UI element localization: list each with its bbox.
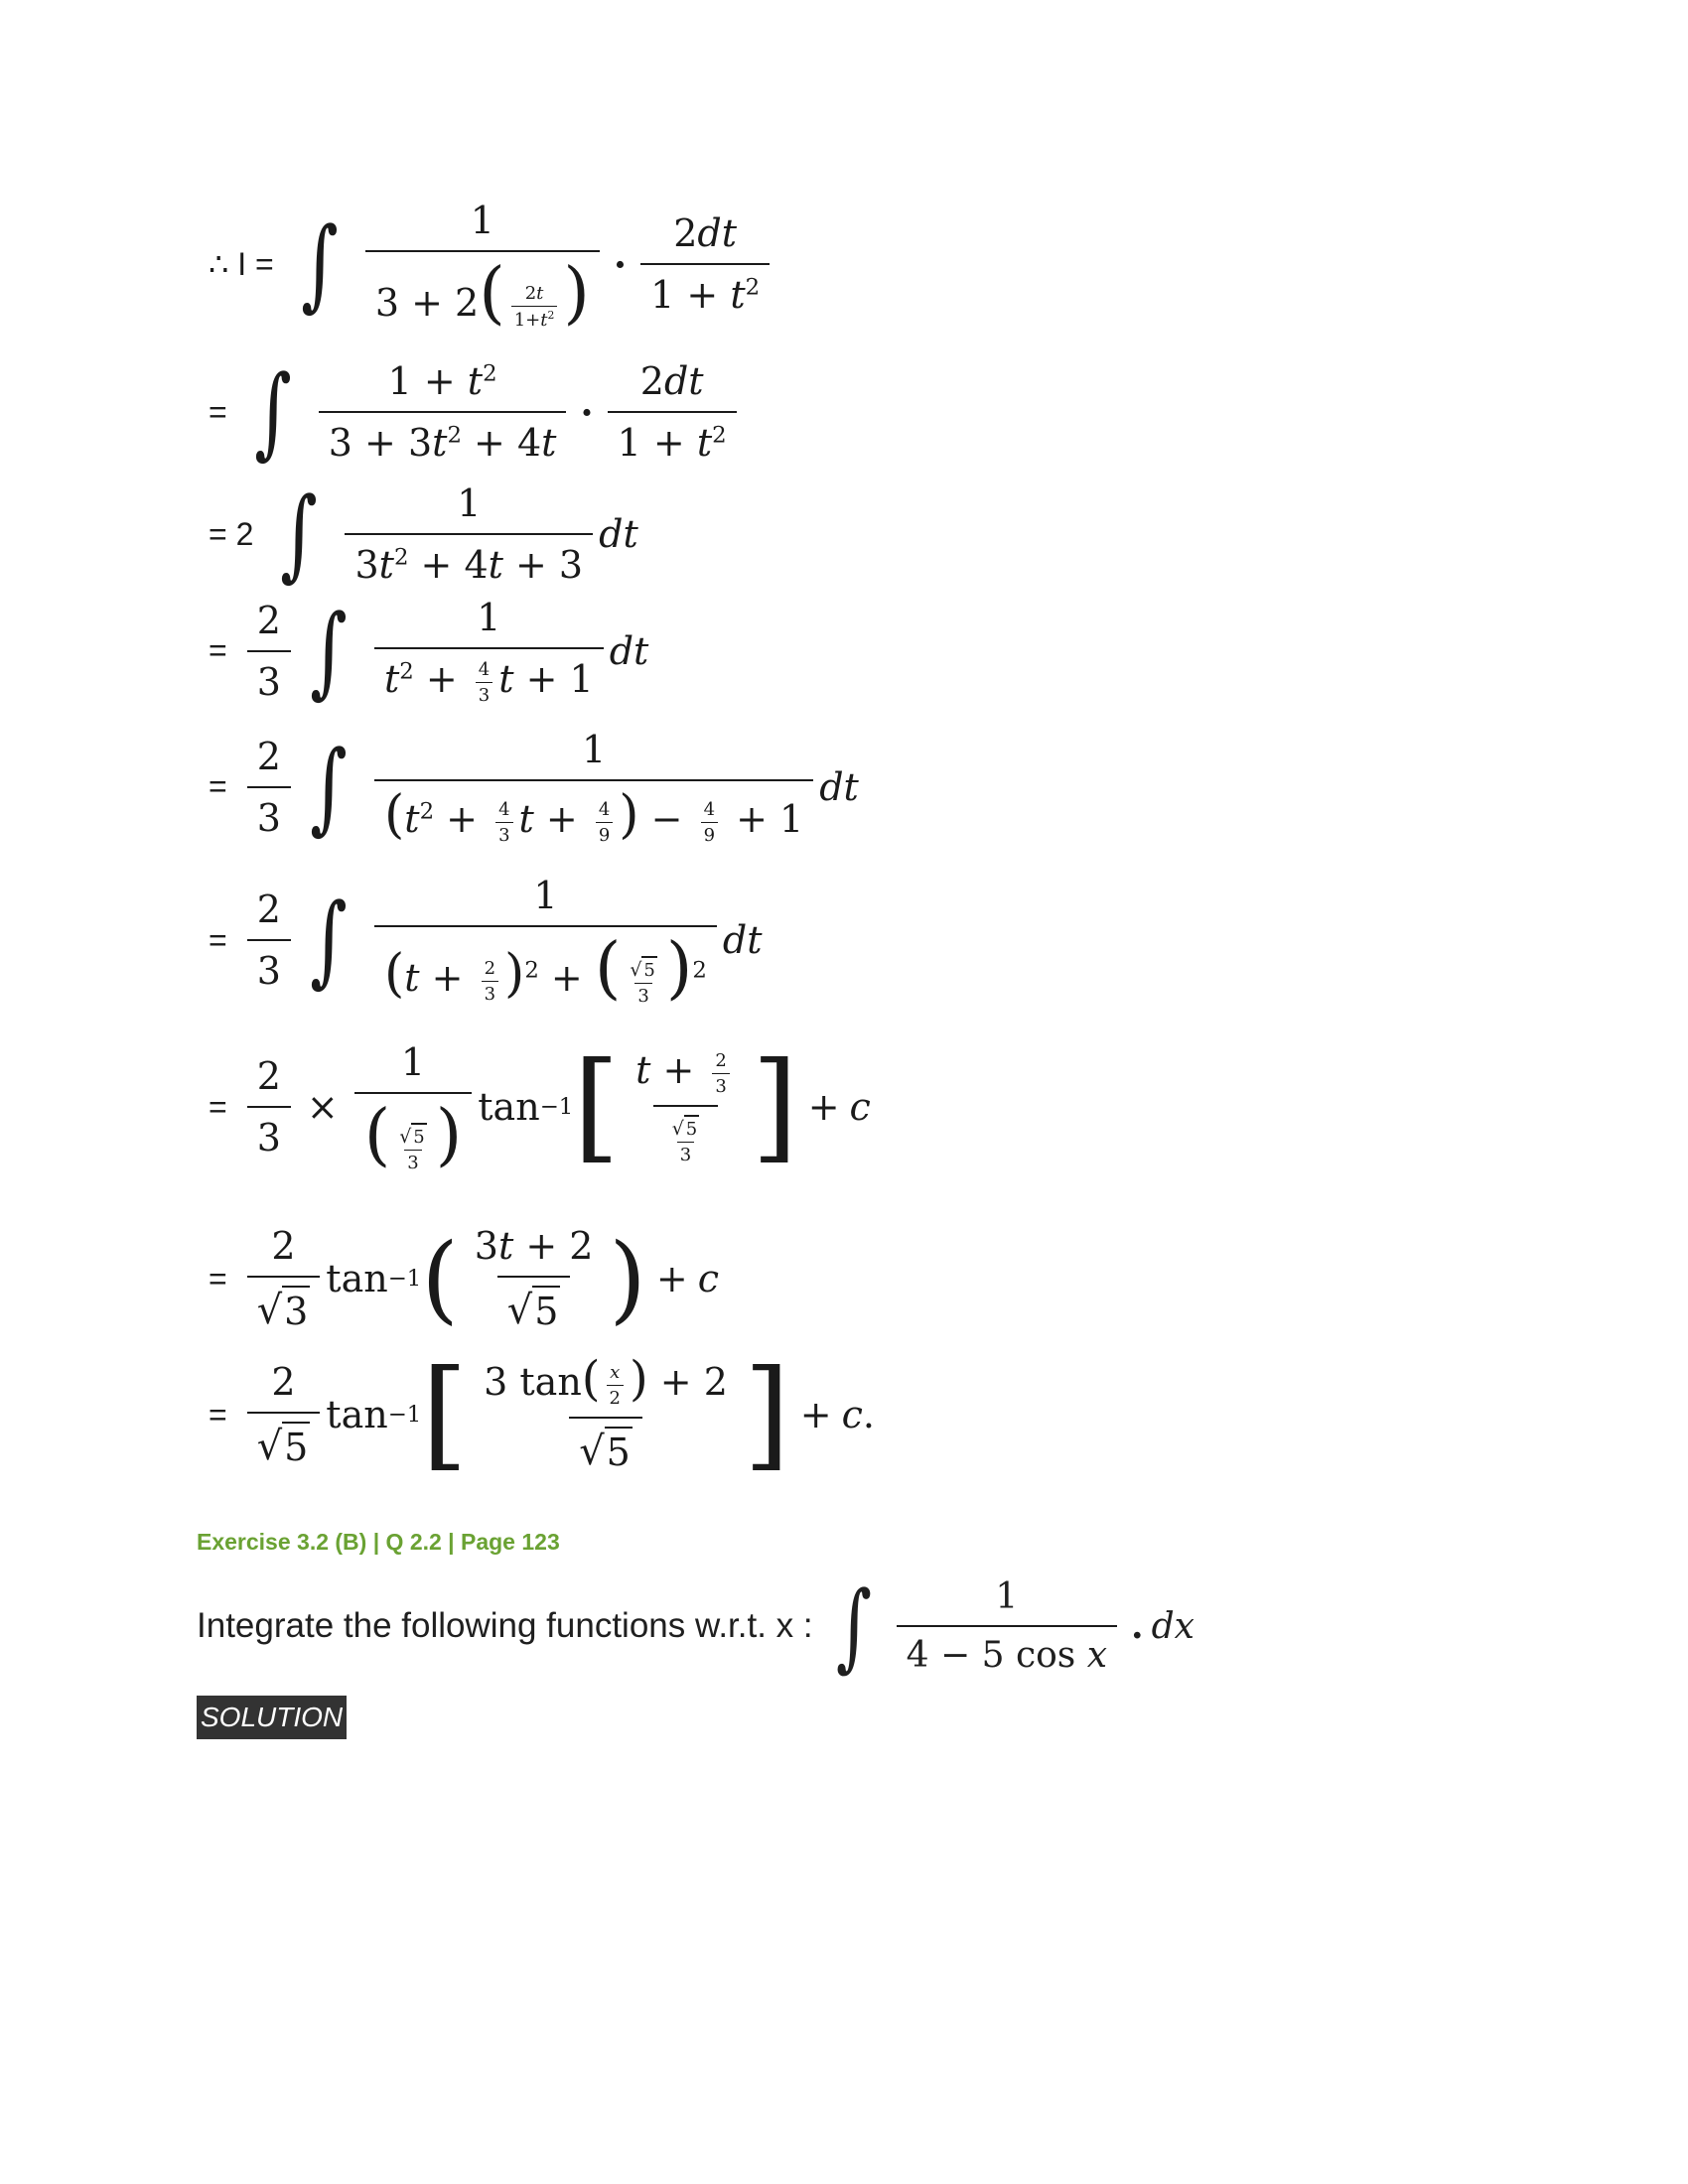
integral-sign: ∫ xyxy=(301,205,339,323)
fraction: 3 tan( $\frac{x}{2}$ ) + 2 √ 5 xyxy=(484,1351,728,1474)
step-lhs: = xyxy=(209,1260,227,1297)
step-lhs: ∴ I = xyxy=(209,246,274,283)
fraction: $\frac{1}{\text{4 − 5 cos x}}$ xyxy=(897,1576,1117,1676)
fraction: 1 ($t^2$ + $\frac{4}{3}$ t + $\frac{4}{9}$ ) − $\frac{4}{9}$ + 1 xyxy=(374,728,813,846)
fraction: $\frac{2}{3}$ xyxy=(247,1054,291,1160)
math-step-6: = $\frac{2}{3}$ ∫ 1 (t + $\frac{2}{3}$ )$^2$ + ( √ 5 3 )$^2$ dt xyxy=(209,874,763,1008)
question-text: Integrate the following functions w.r.t. x : xyxy=(197,1606,813,1645)
math-step-8: = 2 √ 3 tan −1 ( 3t + 2 √ 5 ) + c xyxy=(209,1223,720,1334)
fraction: 1 ( √ 5 3 ) xyxy=(354,1040,473,1173)
fraction: $\frac{1}{3t^2 + 4t + 3}$ xyxy=(345,481,593,587)
math-step-1: ∴ I = ∫ 1 3 + 2( $\frac{2t}{1+t^2}$ ) · $\frac{2dt}{1 + t^2}$ xyxy=(209,199,775,331)
step-lhs: = xyxy=(209,1396,227,1433)
integral-sign: ∫ xyxy=(310,728,348,845)
question-integral: ∫ $\frac{1}{\text{4 − 5 cos x}}$ . dx xyxy=(835,1570,1195,1682)
fraction: $\frac{1 + t^2}{3 + 3t^2 + 4t}$ xyxy=(319,359,567,465)
math-step-3: = 2 ∫ $\frac{1}{3t^2 + 4t + 3}$ dt xyxy=(209,476,638,592)
solution-button[interactable]: SOLUTION xyxy=(197,1696,347,1739)
step-lhs: = xyxy=(209,768,227,804)
integral-sign: ∫ xyxy=(253,353,292,470)
math-step-9: = 2 √ 5 tan −1 [ 3 tan( $\frac{x}{2}$ ) + 2 √ 5 ] + c . xyxy=(209,1345,875,1483)
math-step-4: = $\frac{2}{3}$ ∫ 1 $t^2$ + $\frac{4}{3}$ t + 1 dt xyxy=(209,592,649,709)
math-step-7: = $\frac{2}{3}$ × 1 ( √ 5 3 ) tan −1 [ t + $\frac{2}{3}$ √ 5 3 ] + c xyxy=(209,1037,871,1175)
integral-sign: ∫ xyxy=(310,592,348,709)
math-step-2: = ∫ $\frac{1 + t^2}{3 + 3t^2 + 4t}$ · $\frac{2dt}{1 + t^2}$ xyxy=(209,359,743,465)
step-lhs: = xyxy=(209,921,227,958)
fraction: 1 (t + $\frac{2}{3}$ )$^2$ + ( √ 5 3 )$^2$ xyxy=(374,874,717,1007)
fraction: t + $\frac{2}{3}$ √ 5 3 xyxy=(626,1048,746,1165)
integral-sign: ∫ xyxy=(310,882,348,998)
step-lhs: = xyxy=(209,632,227,668)
step-lhs: = xyxy=(209,393,227,430)
fraction: $\frac{2dt}{1 + t^2}$ xyxy=(608,359,737,465)
step-lhs: = xyxy=(209,1088,227,1125)
fraction: 1 3 + 2( $\frac{2t}{1+t^2}$ ) xyxy=(365,199,600,331)
question xyxy=(197,1570,1195,1682)
fraction: 2 √ 5 xyxy=(247,1360,321,1469)
math-step-5: = $\frac{2}{3}$ ∫ 1 ($t^2$ + $\frac{4}{3}$ t + $\frac{4}{9}$ ) − $\frac{4}{9}$ + 1 dt xyxy=(209,728,859,846)
fraction: 3t + 2 √ 5 xyxy=(474,1224,594,1333)
fraction: 1 $t^2$ + $\frac{4}{3}$ t + 1 xyxy=(374,596,604,706)
integral-sign: ∫ xyxy=(835,1570,872,1682)
fraction: $\frac{2}{3}$ xyxy=(247,887,291,993)
fraction: $\frac{2}{3}$ xyxy=(247,599,291,704)
exercise-reference: Exercise 3.2 (B) | Q 2.2 | Page 123 xyxy=(197,1529,560,1555)
fraction: $\frac{2dt}{1 + t^2}$ xyxy=(640,211,770,317)
fraction: 2 √ 3 xyxy=(247,1224,321,1333)
integral-sign: ∫ xyxy=(280,476,319,592)
fraction: $\frac{2}{3}$ xyxy=(247,735,291,840)
step-lhs: = 2 xyxy=(209,515,254,552)
